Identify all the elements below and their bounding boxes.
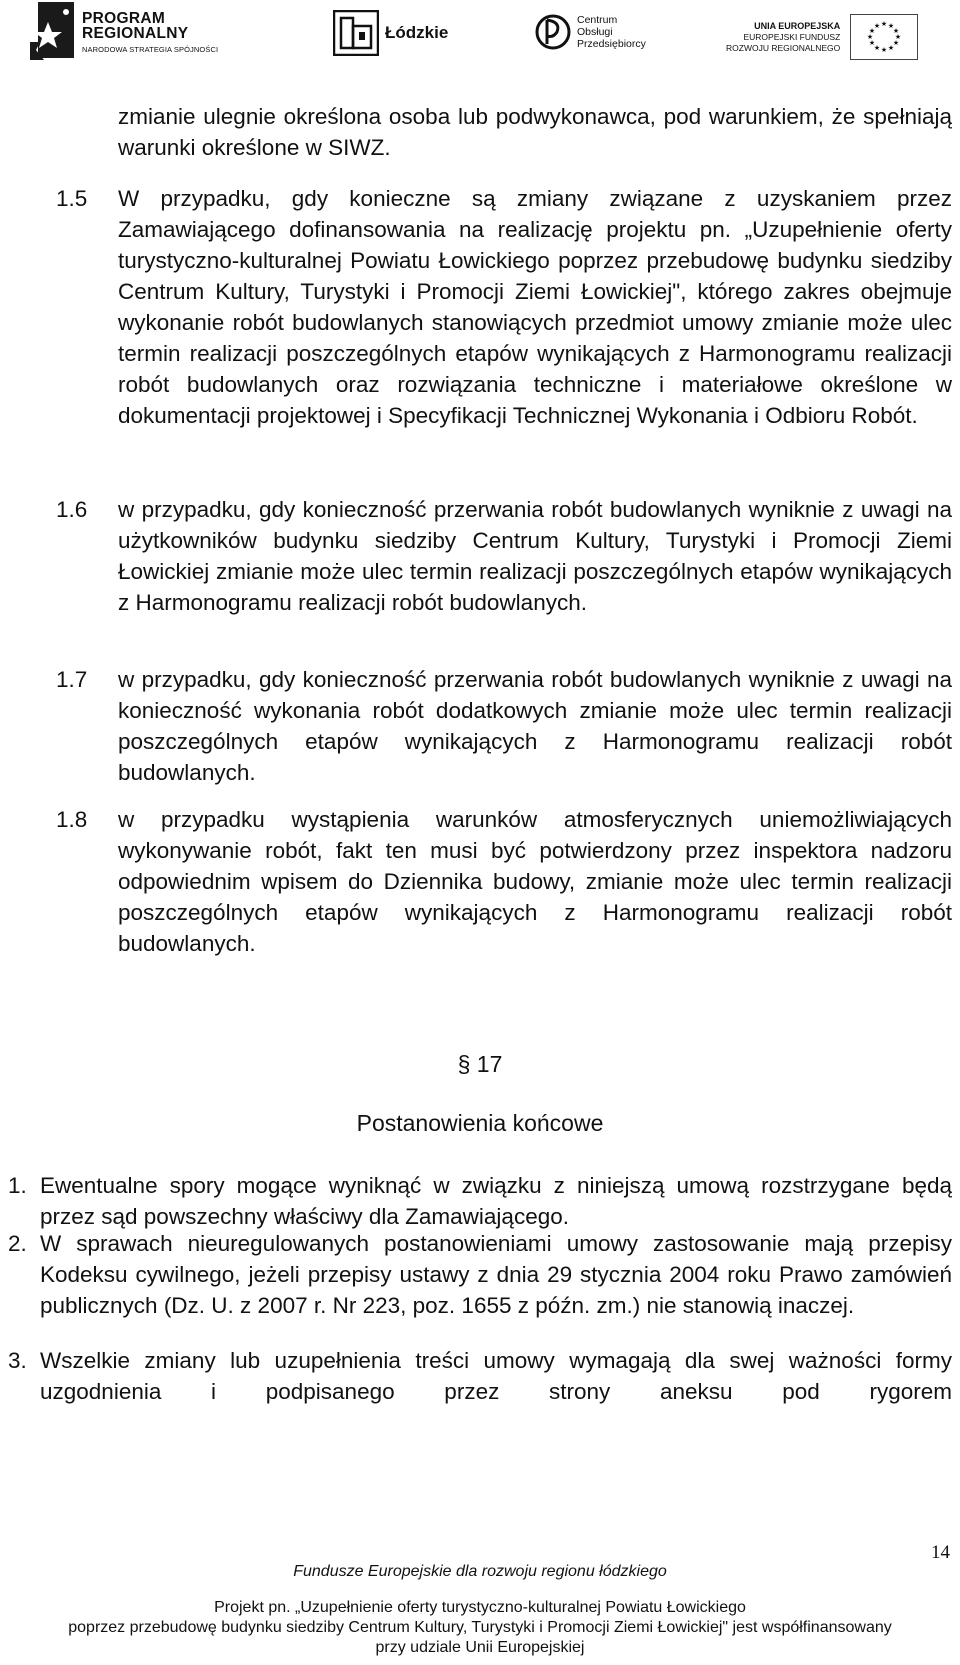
cop-logo-line1: Centrum <box>577 14 618 26</box>
svg-text:★: ★ <box>874 44 881 52</box>
final-provision-item <box>8 1345 952 1407</box>
svg-text:★: ★ <box>888 44 895 52</box>
cop-logo-line3: Przedsiębiorcy <box>577 38 646 50</box>
lodzkie-logo <box>333 10 448 56</box>
program-logo-line2: REGIONALNY <box>82 25 189 43</box>
svg-text:★: ★ <box>867 33 874 41</box>
cop-emblem-icon <box>535 12 571 52</box>
svg-text:★: ★ <box>874 22 881 30</box>
svg-text:★: ★ <box>895 33 902 41</box>
svg-text:★: ★ <box>888 22 895 30</box>
ue-logo-line1: UNIA EUROPEJSKA <box>754 20 841 31</box>
clause-text: W przypadku, gdy konieczne są zmiany związane z uzyskaniem przez Zamawiającego dofinansowania na realizację projektu pn. „Uzupełnienie oferty turystyczno-kulturalnej Powiatu Łowickiego poprzez przebudowę budynku siedziby Centrum Kultury, Turystyki i Promocji Ziemi Łowickiej", którego zakres obejmuje wykonanie robót budowlanych stanowiących przedmiot umowy zmianie może ulec termin realizacji poszczególnych etapów wynikających z Harmonogramu realizacji robót budowlanych oraz rozwiązania techniczne i materiałowe określone w dokumentacji projektowej i Specyfikacji Technicznej Wykonania i Odbioru Robót. <box>118 186 952 428</box>
final-provision-text: Ewentualne spory mogące wyniknąć w związku z niniejszą umową rozstrzygane będą przez sąd powszechny właściwy dla Zamawiającego. <box>40 1173 952 1229</box>
ue-logo-line2: EUROPEJSKI FUNDUSZ <box>743 31 841 42</box>
final-provision-number: 2. <box>8 1231 27 1256</box>
final-provision-text: W sprawach nieuregulowanych postanowieniami umowy zastosowanie mają przepisy Kodeksu cywilnego, jeżeli przepisy ustawy z dnia 29 stycznia 2004 roku Prawo zamówień publicznych (Dz. U. z 2007 r. Nr 223, poz. 1655 z późn. zm.) nie stanowią inaczej. <box>40 1231 952 1318</box>
unia-europejska-logo <box>726 14 918 60</box>
clause-item <box>56 494 952 618</box>
footer-project-line: poprzez przebudowę budynku siedziby Centrum Kultury, Turystyki i Promocji Ziemi Łowickiej" jest współfinansowany <box>68 1619 892 1636</box>
clause-item <box>56 183 952 431</box>
clause-number: 1.7 <box>56 667 88 692</box>
footer-project-line: Projekt pn. „Uzupełnienie oferty turystyczno-kulturalnej Powiatu Łowickiego <box>214 1599 746 1616</box>
final-provision-number: 1. <box>8 1173 27 1198</box>
lodzkie-emblem-icon <box>333 10 379 56</box>
program-regionalny-emblem-icon <box>30 2 76 62</box>
intro-paragraph: zmianie ulegnie określona osoba lub podwykonawca, pod warunkiem, że spełniają warunki określone w SIWZ. <box>118 104 952 160</box>
centrum-obslugi-logo <box>535 12 646 52</box>
footer-funds-line: Fundusze Europejskie dla rozwoju regionu łódzkiego <box>293 1563 667 1580</box>
svg-text:★: ★ <box>893 27 900 35</box>
clause-text: w przypadku, gdy konieczność przerwania robót budowlanych wyniknie z uwagi na użytkowników budynku siedziby Centrum Kultury, Turystyki i Promocji Ziemi Łowickiej zmianie może ulec termin realizacji poszczególnych etapów wynikających z Harmonogramu realizacji robót budowlanych. <box>118 497 952 615</box>
clause-item <box>56 804 952 959</box>
program-regionalny-logo <box>30 2 218 62</box>
svg-text:★: ★ <box>869 27 876 35</box>
eu-flag-icon <box>850 14 918 60</box>
svg-text:★: ★ <box>893 39 900 47</box>
final-provision-item <box>8 1170 952 1232</box>
page-number: 14 <box>931 1542 950 1563</box>
section-number: § 17 <box>457 1051 503 1077</box>
clause-number: 1.6 <box>56 497 88 522</box>
svg-text:★: ★ <box>881 46 888 54</box>
clause-text: w przypadku wystąpienia warunków atmosferycznych uniemożliwiających wykonywanie robót, fakt ten musi być potwierdzony przez inspektora nadzoru odpowiednim wpisem do Dziennika budowy, zmianie może ulec termin realizacji poszczególnych etapów wynikających z Harmonogramu realizacji robót budowlanych. <box>118 807 952 956</box>
clause-text: w przypadku, gdy konieczność przerwania robót budowlanych wyniknie z uwagi na konieczność wykonania robót dodatkowych zmianie może ulec termin realizacji poszczególnych etapów wynikających z Harmonogramu realizacji robót budowlanych. <box>118 667 952 785</box>
lodzkie-logo-name: Łódzkie <box>385 23 449 42</box>
final-provision-number: 3. <box>8 1348 27 1373</box>
cop-logo-line2: Obsługi <box>577 26 613 38</box>
program-logo-line1: PROGRAM <box>82 9 166 27</box>
clause-number: 1.5 <box>56 186 88 211</box>
svg-text:★: ★ <box>881 20 888 28</box>
clause-number: 1.8 <box>56 807 88 832</box>
ue-logo-line3: ROZWOJU REGIONALNEGO <box>726 42 841 53</box>
header-logos <box>0 0 960 70</box>
program-logo-line3: NARODOWA STRATEGIA SPÓJNOŚCI <box>82 44 219 54</box>
section-title: Postanowienia końcowe <box>356 1110 604 1136</box>
clause-item <box>56 664 952 788</box>
footer-project-line: przy udziale Unii Europejskiej <box>375 1639 585 1656</box>
final-provision-item <box>8 1228 952 1321</box>
final-provision-text: Wszelkie zmiany lub uzupełnienia treści umowy wymagają dla swej ważności formy uzgodnienia i podpisanego przez strony aneksu pod rygorem <box>40 1348 952 1404</box>
svg-text:★: ★ <box>869 39 876 47</box>
